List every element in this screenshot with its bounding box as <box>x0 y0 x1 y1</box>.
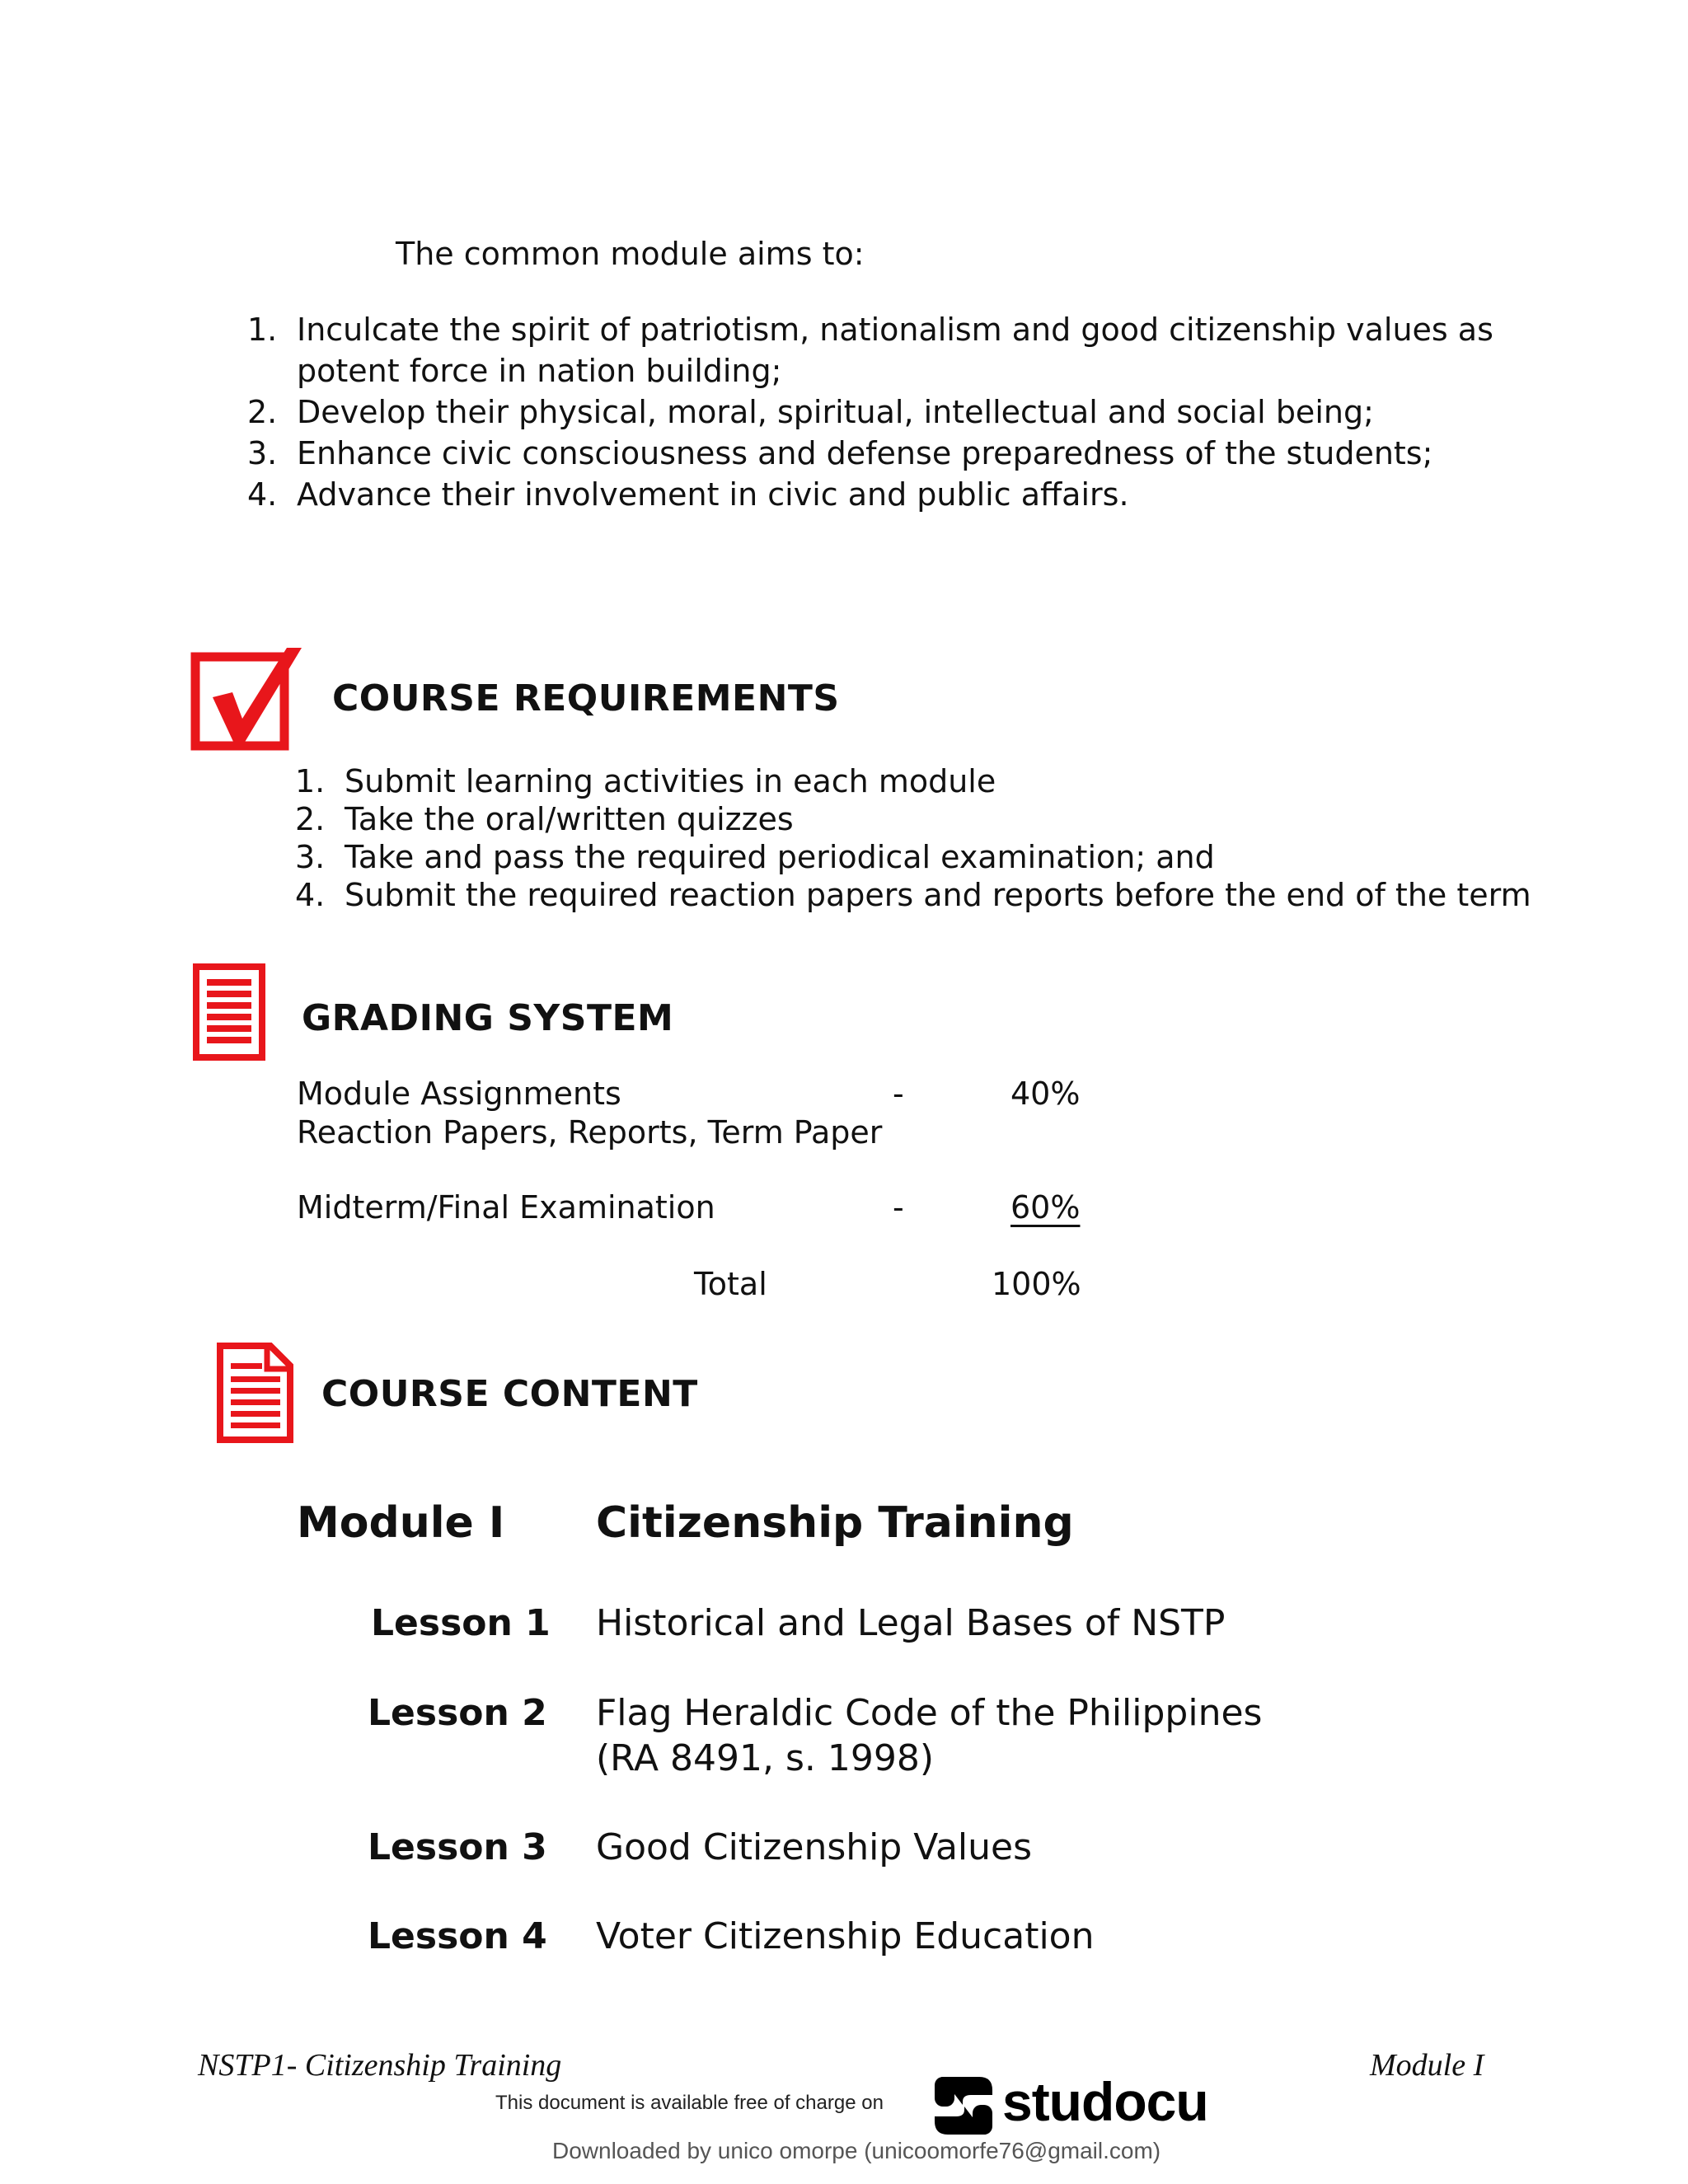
grade-total-value: 100% <box>992 1266 1081 1302</box>
studocu-logo-text: studocu <box>1002 2071 1208 2132</box>
requirement-text: Take the oral/written quizzes <box>345 801 794 837</box>
grade-label: Reaction Papers, Reports, Term Paper <box>297 1114 883 1151</box>
grade-dash: - <box>893 1076 904 1112</box>
document-lines-icon <box>192 963 268 1066</box>
lesson-label: Lesson 2 <box>368 1692 547 1734</box>
download-note: Downloaded by unico omorpe (unicoomorfe76@gmail.com) <box>552 2138 1161 2163</box>
aims-item-1 <box>247 309 1493 350</box>
aims-item-text: Inculcate the spirit of patriotism, nationalism and good citizenship values as <box>297 312 1493 348</box>
document-folded-icon <box>216 1342 295 1449</box>
grade-label: Midterm/Final Examination <box>297 1189 715 1226</box>
availability-note: This document is available free of charge on <box>495 2092 884 2114</box>
lesson-label: Lesson 4 <box>368 1915 547 1957</box>
requirements-list <box>295 762 1531 914</box>
aims-item-2 <box>247 391 1492 433</box>
aims-item-text: potent force in nation building; <box>297 353 782 389</box>
requirement-number: 2. <box>295 801 326 837</box>
aims-item-number: 1. <box>247 312 278 348</box>
lesson-label: Lesson 3 <box>368 1826 547 1868</box>
requirements-heading: COURSE REQUIREMENTS <box>332 677 840 719</box>
lesson-title: Voter Citizenship Education <box>596 1915 1095 1957</box>
aims-item-3 <box>247 433 1492 474</box>
grade-total-label: Total <box>694 1266 767 1302</box>
aims-intro: The common module aims to: <box>396 236 865 272</box>
lesson-title: Flag Heraldic Code of the Philippines <box>596 1692 1263 1734</box>
grading-heading: GRADING SYSTEM <box>302 997 674 1039</box>
content-heading: COURSE CONTENT <box>321 1373 698 1415</box>
lesson-title: Historical and Legal Bases of NSTP <box>596 1602 1226 1644</box>
module-label: Module I <box>297 1498 505 1548</box>
aims-item-text: Advance their involvement in civic and public affairs. <box>297 476 1129 513</box>
lesson-label: Lesson 1 <box>371 1602 551 1644</box>
aims-list <box>247 309 1493 515</box>
requirement-number: 1. <box>295 763 326 799</box>
footer-right: Module I <box>1370 2048 1484 2083</box>
aims-item-text: Develop their physical, moral, spiritual, intellectual and social being; <box>297 394 1374 430</box>
footer-left: NSTP1- Citizenship Training <box>198 2048 562 2083</box>
aims-item-number: 2. <box>247 394 278 430</box>
checkbox-icon <box>190 643 313 757</box>
aims-item-4 <box>247 474 1492 515</box>
grade-label: Module Assignments <box>297 1076 621 1112</box>
grade-dash: - <box>893 1189 904 1226</box>
requirement-item <box>295 800 1531 838</box>
studocu-logo-icon <box>930 2072 997 2143</box>
aims-item-number: 3. <box>247 435 278 471</box>
aims-item-text: Enhance civic consciousness and defense preparedness of the students; <box>297 435 1433 471</box>
lesson-title-cont: (RA 8491, s. 1998) <box>596 1737 935 1779</box>
requirement-number: 4. <box>295 877 326 913</box>
requirement-item <box>295 762 1531 800</box>
requirement-text: Submit learning activities in each module <box>345 763 996 799</box>
requirement-text: Submit the required reaction papers and reports before the end of the term <box>345 877 1531 913</box>
module-title: Citizenship Training <box>596 1498 1074 1548</box>
requirement-number: 3. <box>295 839 326 875</box>
requirement-item <box>295 838 1531 876</box>
requirement-text: Take and pass the required periodical examination; and <box>345 839 1215 875</box>
requirement-item <box>295 876 1531 914</box>
aims-item-1-cont <box>297 350 1492 391</box>
grade-value: 60% <box>1010 1189 1081 1226</box>
lesson-title: Good Citizenship Values <box>596 1826 1033 1868</box>
aims-item-number: 4. <box>247 476 278 513</box>
grade-value: 40% <box>1010 1076 1081 1112</box>
